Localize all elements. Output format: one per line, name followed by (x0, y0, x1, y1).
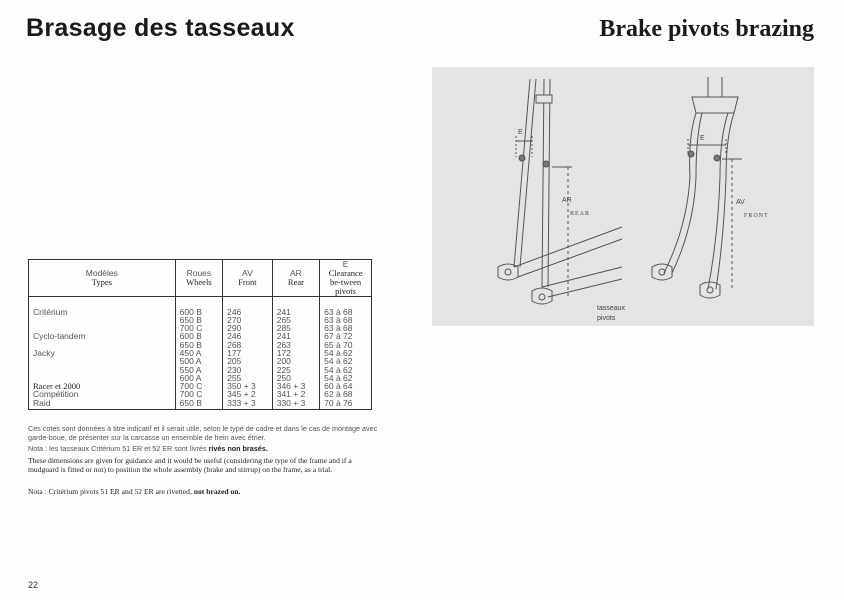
header-types: Modèles Types (29, 260, 176, 297)
table-row: 500 A 205 200 54 à 62 (29, 357, 372, 365)
header-clearance: E Clearance be-tween pivots (320, 260, 372, 297)
table-row: Racer et 2000 700 C 350 + 3 346 + 3 60 à 64 (29, 382, 372, 390)
fork-diagram-figure (432, 67, 814, 326)
table-row: Compétition 700 C 345 + 2 341 + 2 62 à 68 (29, 390, 372, 398)
fork-diagram-illustration (432, 67, 814, 326)
table-header-row (29, 260, 372, 297)
page-number: 22 (28, 580, 39, 590)
table-row: 600 A 255 250 54 à 62 (29, 374, 372, 382)
header-front: AV Front (223, 260, 273, 297)
table-row: Raid 650 B 333 + 3 330 + 3 70 à 76 (29, 399, 372, 410)
table-row: Jacky 450 A 177 172 54 à 62 (29, 349, 372, 357)
label-e-rear: E (518, 129, 523, 136)
label-pivots: pivots (597, 315, 616, 322)
table-row: 650 B 270 265 63 à 68 (29, 316, 372, 324)
label-e-front: E (700, 135, 705, 142)
table-row: 700 C 290 285 63 à 68 (29, 324, 372, 332)
page-title-english: Brake pivots brazing (599, 16, 814, 42)
front-fork-drawing (652, 77, 742, 298)
table-row: 550 A 230 225 54 à 62 (29, 366, 372, 374)
note-nota-english: Nota : Critérium pivots 51 ER and 52 ER are rivetted, not brazed on. (28, 487, 241, 496)
table-row: Cyclo-tandem 600 B 246 241 67 à 72 (29, 332, 372, 340)
note-nota-french: Nota : les tasseaux Critérium 51 ER et 52 ER sont livrés rivés non brasés. (28, 444, 268, 453)
label-ar: AR (562, 197, 572, 204)
table-row: Critérium 600 B 246 241 63 à 68 (29, 308, 372, 316)
label-rear: REAR (570, 211, 591, 217)
note-paragraph-english: These dimensions are given for guidance and it would be useful (considering the type of the frame and if a mudguard is fitted or not) to position the whole assembly (brake and stirrup) on the frame, as a trial. (28, 456, 352, 475)
header-wheels: Roues Wheels (175, 260, 222, 297)
rear-frame-drawing (498, 79, 622, 304)
label-front: FRONT (744, 213, 769, 219)
pivot-dimensions-table (28, 259, 372, 410)
header-rear: AR Rear (272, 260, 319, 297)
label-av: AV (736, 199, 745, 206)
label-tasseaux: tasseaux (597, 305, 626, 312)
page-title-french: Brasage des tasseaux (26, 14, 295, 42)
table-row: 650 B 268 263 65 à 70 (29, 341, 372, 349)
note-paragraph-french: Ces cotes sont données à titre indicatif et il serait utile, selon le type de cadre et dans le cas de montage avec garde-boue, de présenter sur la carcasse un ensemble de frein avec étrier. (28, 424, 378, 443)
